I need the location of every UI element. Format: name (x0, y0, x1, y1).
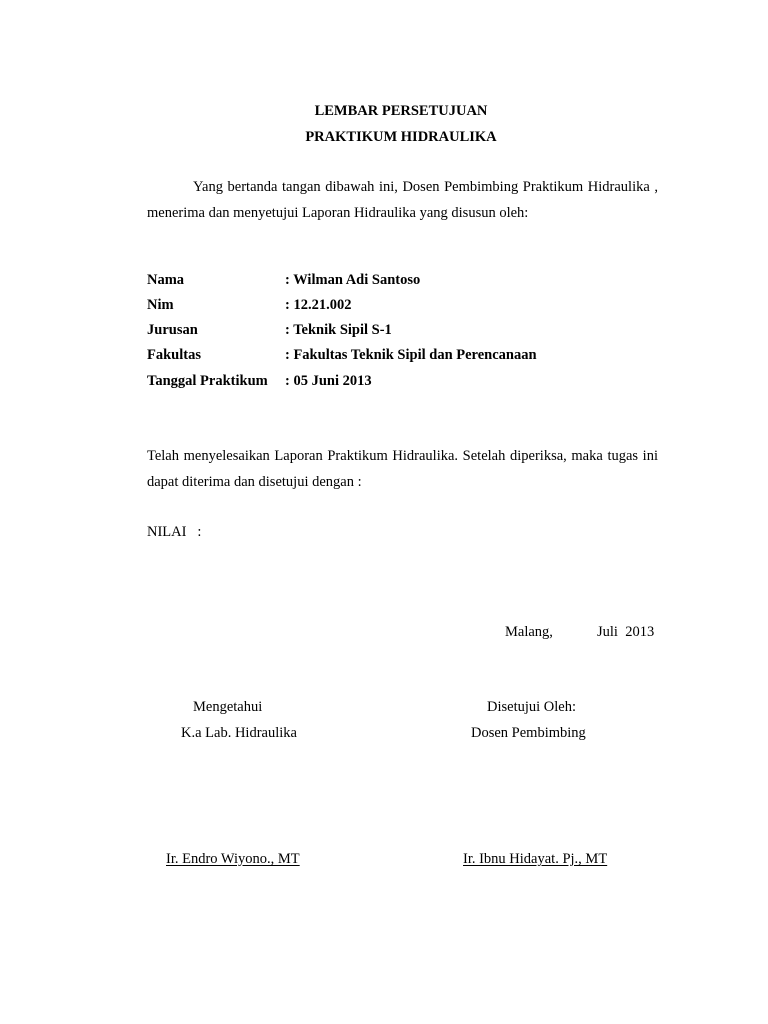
left-signatory-name: Ir. Endro Wiyono., MT (166, 851, 300, 867)
signing-date: Juli 2013 (597, 624, 655, 640)
field-value-jurusan: : Teknik Sipil S-1 (285, 322, 392, 338)
document-subtitle: PRAKTIKUM HIDRAULIKA (305, 129, 497, 145)
field-value-nama: : Wilman Adi Santoso (285, 272, 421, 288)
right-signatory-name: Ir. Ibnu Hidayat. Pj., MT (463, 851, 608, 867)
field-value-tanggal-praktikum: : 05 Juni 2013 (285, 373, 372, 389)
signing-place: Malang, (505, 624, 553, 640)
field-label-fakultas: Fakultas (147, 347, 201, 363)
field-label-jurusan: Jurusan (147, 322, 198, 338)
field-label-nim: Nim (147, 297, 174, 313)
field-label-tanggal-praktikum: Tanggal Praktikum (147, 373, 268, 389)
left-signatory-position: K.a Lab. Hidraulika (181, 725, 297, 741)
field-value-fakultas: : Fakultas Teknik Sipil dan Perencanaan (285, 347, 537, 363)
completion-paragraph: Telah menyelesaikan Laporan Praktikum Hidraulika. Setelah diperiksa, maka tugas ini dapat diterima dan disetujui dengan : (147, 448, 658, 490)
document-title: LEMBAR PERSETUJUAN (314, 103, 488, 119)
right-signatory-heading: Disetujui Oleh: (487, 699, 577, 715)
field-value-nim: : 12.21.002 (285, 297, 352, 313)
grade-label: NILAI : (147, 524, 202, 540)
right-signatory-position: Dosen Pembimbing (471, 725, 586, 741)
left-signatory-heading: Mengetahui (193, 699, 263, 715)
field-label-nama: Nama (147, 272, 185, 288)
intro-paragraph: Yang bertanda tangan dibawah ini, Dosen Pembimbing Praktikum Hidraulika , menerima dan menyetujui Laporan Hidraulika yang disusun oleh: (147, 179, 658, 221)
